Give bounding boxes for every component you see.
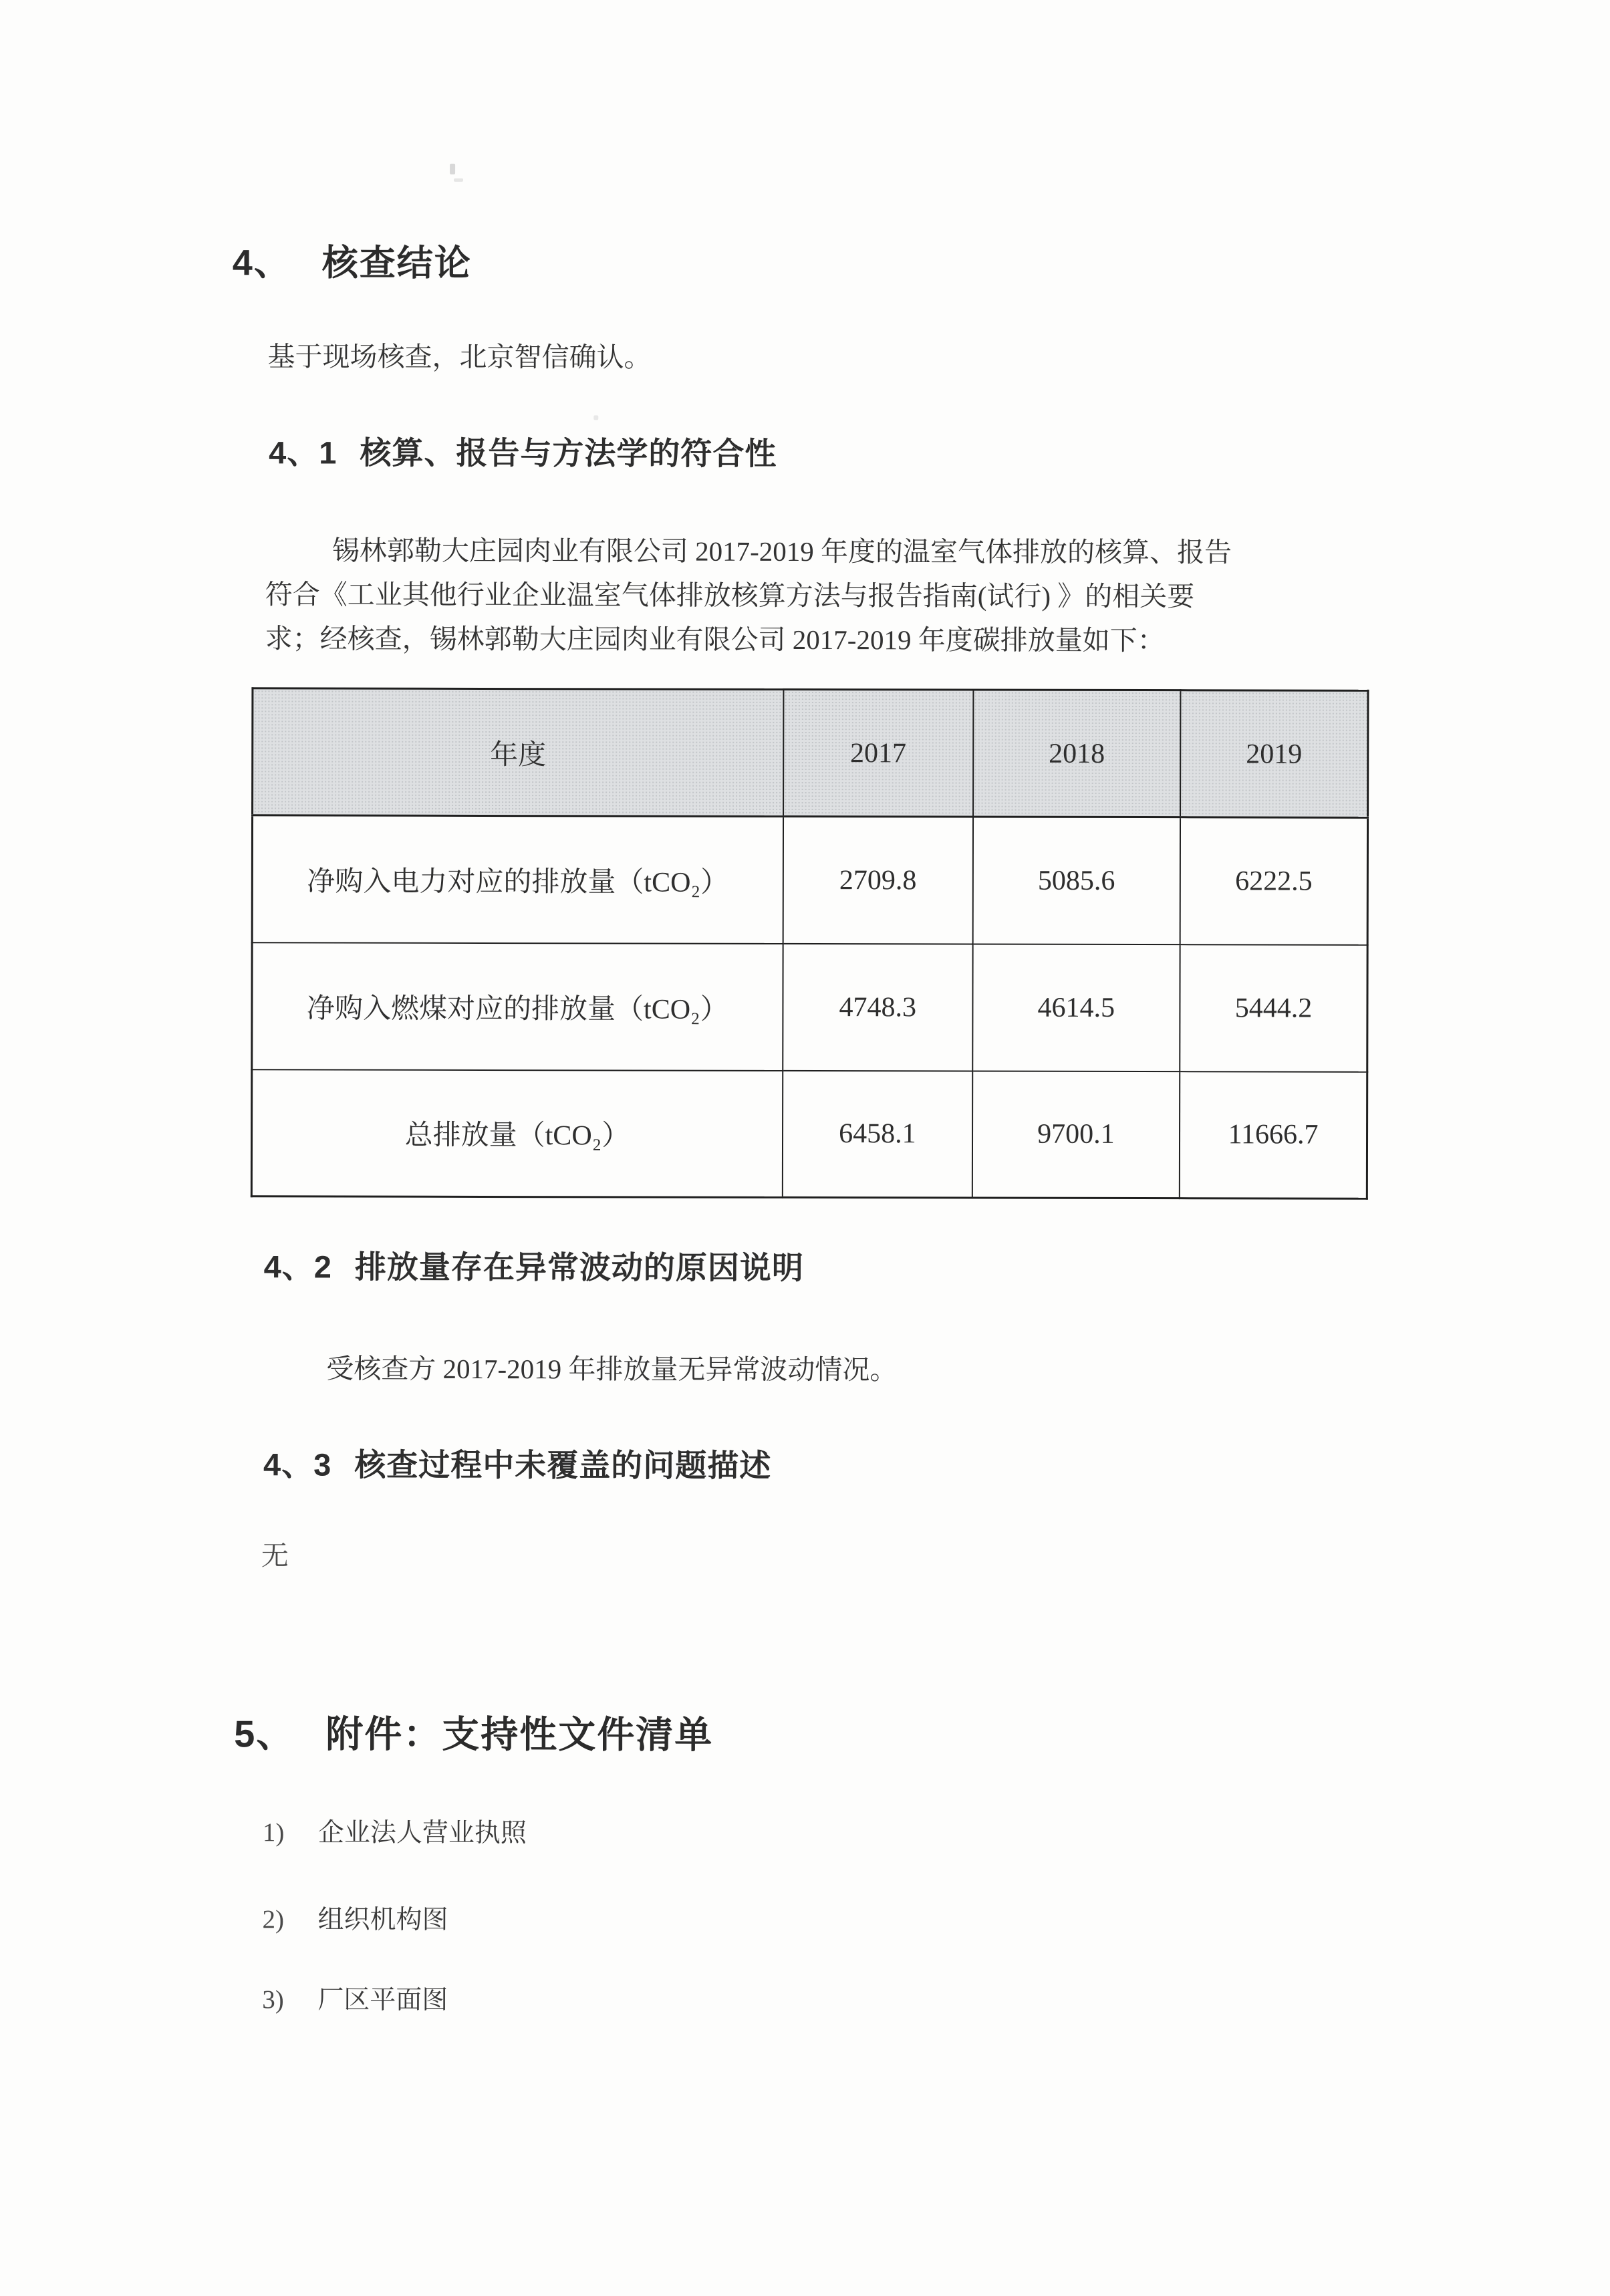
section-4-number: 4、	[232, 243, 291, 283]
value-2018: 5085.6	[972, 817, 1180, 944]
section-4-1-title: 核算、报告与方法学的符合性	[360, 434, 777, 471]
header-cell-2017: 2017	[783, 689, 973, 817]
paragraph-line: 符合《工业其他行业企业温室气体排放核算方法与报告指南(试行) 》的相关要	[265, 579, 1195, 612]
section-4-1-number: 4、1	[269, 434, 338, 471]
value-2017: 6458.1	[783, 1070, 972, 1198]
section-4-2-title: 排放量存在异常波动的原因说明	[354, 1249, 804, 1285]
section-4-1-paragraph	[265, 528, 1388, 663]
section-4-3-answer: 无	[261, 1540, 289, 1571]
section-5-number: 5、	[234, 1712, 295, 1755]
attachment-number: 3)	[262, 1985, 284, 2015]
attachment-item	[263, 1811, 527, 1849]
table-row	[251, 1069, 1367, 1198]
attachment-label: 厂区平面图	[317, 1985, 448, 2015]
attachment-label: 组织机构图	[317, 1905, 448, 1934]
value-2018: 9700.1	[972, 1071, 1180, 1198]
row-label: 净购入燃煤对应的排放量（tCO₂）	[252, 942, 783, 1071]
table-row	[252, 815, 1367, 944]
attachment-item	[263, 1898, 448, 1936]
header-cell-year: 年度	[253, 688, 784, 817]
header-cell-2018: 2018	[973, 690, 1181, 817]
scan-speck	[593, 415, 598, 420]
section-4-1-heading	[269, 428, 777, 474]
row-label: 总排放量（tCO₂）	[251, 1069, 783, 1198]
scan-speck	[450, 164, 455, 174]
section-4-3-heading	[263, 1440, 771, 1486]
attachment-label: 企业法人营业执照	[317, 1818, 527, 1848]
section-4-2-number: 4、2	[263, 1249, 332, 1285]
section-4-intro: 基于现场核查，北京智信确认。	[267, 341, 652, 373]
attachment-number: 1)	[262, 1818, 285, 1847]
emissions-table-wrapper	[251, 687, 1369, 1200]
value-2019: 6222.5	[1180, 817, 1368, 945]
section-4-3-number: 4、3	[263, 1446, 332, 1483]
attachment-item	[262, 1979, 448, 2017]
section-4-title: 核查结论	[321, 243, 472, 283]
emissions-table	[251, 687, 1369, 1200]
section-5-title: 附件：支持性文件清单	[325, 1712, 714, 1756]
header-cell-2019: 2019	[1180, 690, 1368, 818]
value-2018: 4614.5	[972, 944, 1180, 1071]
row-label: 净购入电力对应的排放量（tCO₂）	[252, 815, 783, 944]
section-4-2-heading	[264, 1242, 804, 1288]
paragraph-line: 锡林郭勒大庄园肉业有限公司 2017-2019 年度的温室气体排放的核算、报告	[331, 535, 1232, 568]
value-2017: 4748.3	[783, 943, 972, 1071]
table-row	[252, 942, 1367, 1071]
paragraph-line: 求；经核查，锡林郭勒大庄园肉业有限公司 2017-2019 年度碳排放量如下：	[265, 623, 1165, 656]
section-5-heading	[234, 1704, 713, 1759]
value-2019: 11666.7	[1180, 1071, 1367, 1199]
section-4-heading	[233, 234, 472, 286]
table-header-row	[253, 688, 1368, 817]
value-2017: 2709.8	[783, 816, 973, 944]
scan-speck	[454, 178, 463, 182]
attachment-number: 2)	[262, 1905, 285, 1934]
section-4-3-title: 核查过程中未覆盖的问题描述	[354, 1446, 772, 1483]
value-2019: 5444.2	[1180, 944, 1367, 1072]
section-4-2-paragraph: 受核查方 2017-2019 年排放量无异常波动情况。	[326, 1353, 898, 1386]
